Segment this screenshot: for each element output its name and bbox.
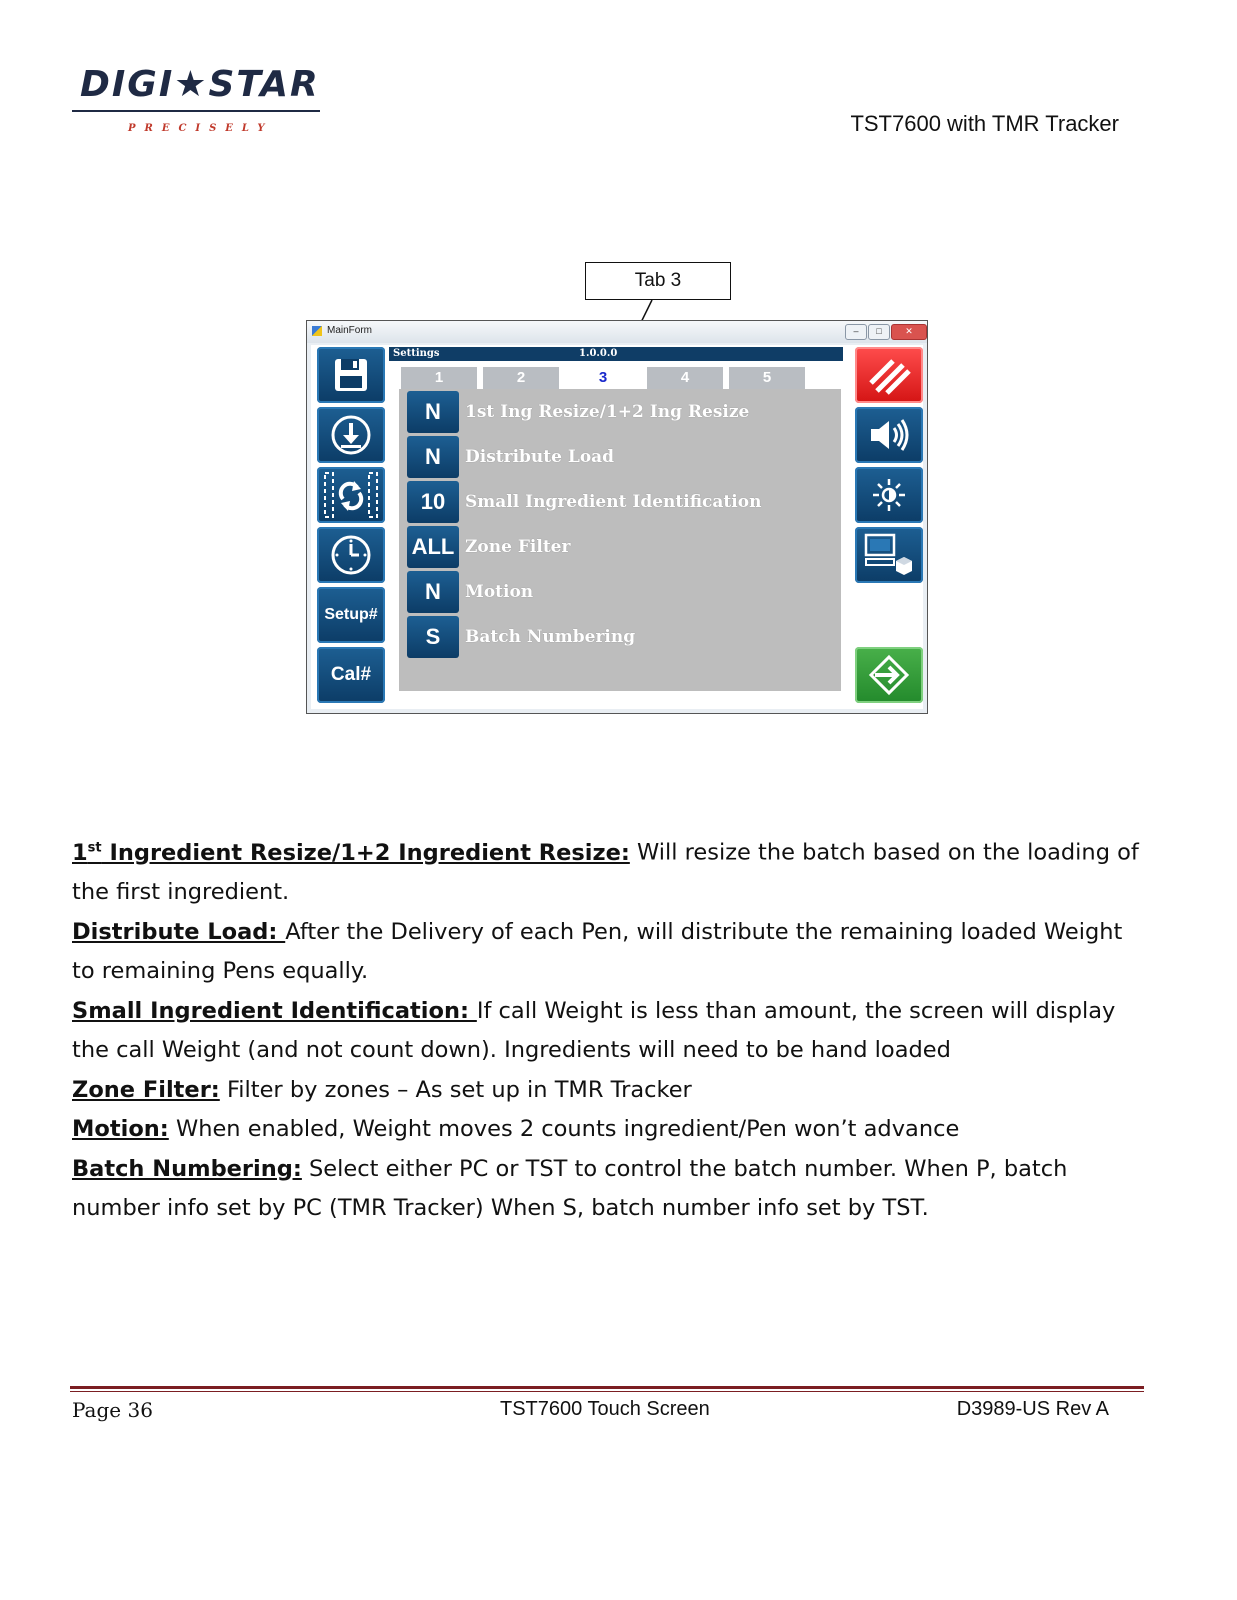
settings-header — [389, 347, 843, 361]
zero-stripes-icon — [865, 353, 913, 397]
tab3-callout: Tab 3 — [585, 262, 731, 300]
setting-row-batch-numbering — [399, 616, 841, 658]
batch-numbering-value-button[interactable]: S — [407, 616, 459, 658]
desc-distribute-load-term: Distribute Load: — [72, 918, 286, 945]
term-text: Ingredient Resize/1+2 Ingredient Resize: — [101, 839, 630, 866]
download-icon — [329, 413, 373, 457]
distribute-load-value-button[interactable]: N — [407, 436, 459, 478]
zero-button[interactable] — [855, 347, 923, 403]
save-button[interactable] — [317, 347, 385, 403]
desc-zone-filter-text: Filter by zones – As set up in TMR Tracker — [219, 1076, 692, 1103]
tab-3[interactable]: 3 — [565, 367, 641, 389]
settings-panel — [399, 389, 841, 691]
setting-row-distribute-load — [399, 436, 841, 478]
speaker-icon — [865, 415, 913, 455]
footer-doc-code: D3989-US Rev A — [956, 1398, 1109, 1420]
sync-icon — [323, 471, 379, 519]
tab-4[interactable]: 4 — [647, 367, 723, 389]
logo-tagline: PRECISELY — [128, 123, 274, 134]
desc-motion-term: Motion: — [72, 1116, 169, 1142]
desc-distribute-load — [72, 913, 1152, 992]
close-button[interactable]: ✕ — [891, 324, 927, 340]
ing-resize-label: 1st Ing Resize/1+2 Ing Resize — [465, 402, 750, 422]
tab-2[interactable]: 2 — [483, 367, 559, 389]
logo-wordmark: DIGI★STAR — [80, 64, 320, 105]
desc-zone-filter — [72, 1071, 1152, 1111]
volume-button[interactable] — [855, 407, 923, 463]
desc-motion-text: When enabled, Weight moves 2 counts ingredient/Pen won’t advance — [168, 1116, 960, 1142]
desc-small-ingredient-term: Small Ingredient Identification: — [72, 997, 477, 1024]
mainform-window — [306, 320, 928, 714]
desc-batch-numbering-term: Batch Numbering: — [72, 1155, 302, 1182]
term-ordinal-suffix: st — [87, 840, 102, 855]
footer-product: TST7600 Touch Screen — [500, 1398, 710, 1420]
clock-button[interactable] — [317, 527, 385, 583]
digistar-logo — [72, 60, 322, 140]
app-icon — [312, 326, 322, 336]
enter-button[interactable] — [855, 647, 923, 703]
settings-label: Settings — [393, 348, 440, 359]
cal-button[interactable]: Cal# — [317, 647, 385, 703]
version-label: 1.0.0.0 — [579, 348, 618, 359]
logo-underline — [72, 110, 320, 112]
desc-motion — [72, 1110, 1152, 1150]
batch-numbering-label: Batch Numbering — [465, 627, 636, 647]
desc-ing-resize-text: Will resize the batch based on the loading of the first ingredient. — [72, 839, 1139, 905]
zone-filter-label: Zone Filter — [465, 537, 571, 557]
sync-button[interactable] — [317, 467, 385, 523]
desc-batch-numbering — [72, 1150, 1152, 1229]
motion-label: Motion — [465, 582, 534, 602]
page-number: Page 36 — [72, 1398, 153, 1422]
enter-arrow-icon — [867, 653, 911, 697]
desc-batch-numbering-text: Select either PC or TST to control the batch number. When P, batch number info set by PC (TMR Tracker) When S, batch number info set by TST. — [72, 1155, 1068, 1221]
setting-row-small-ingredient — [399, 481, 841, 523]
computer-box-icon — [862, 531, 916, 579]
settings-screen — [311, 345, 923, 709]
desc-small-ingredient-text: If call Weight is less than amount, the screen will display the call Weight (and not count down). Ingredients will need to be hand loaded — [72, 997, 1116, 1063]
computer-button[interactable] — [855, 527, 923, 583]
setting-row-motion — [399, 571, 841, 613]
zone-filter-value-button[interactable]: ALL — [407, 526, 459, 568]
small-ingredient-value-button[interactable]: 10 — [407, 481, 459, 523]
brightness-icon — [869, 475, 909, 515]
desc-zone-filter-term: Zone Filter: — [72, 1076, 220, 1103]
save-icon — [331, 355, 371, 395]
small-ingredient-label: Small Ingredient Identification — [465, 492, 762, 512]
brightness-button[interactable] — [855, 467, 923, 523]
tab-5[interactable]: 5 — [729, 367, 805, 389]
setting-row-ing-resize — [399, 391, 841, 433]
maximize-button[interactable]: □ — [868, 324, 890, 340]
download-button[interactable] — [317, 407, 385, 463]
tab-1[interactable]: 1 — [401, 367, 477, 389]
distribute-load-label: Distribute Load — [465, 447, 615, 467]
motion-value-button[interactable]: N — [407, 571, 459, 613]
settings-descriptions — [72, 828, 1152, 1229]
document-title: TST7600 with TMR Tracker — [850, 111, 1119, 136]
footer-rule-thin — [70, 1391, 1144, 1392]
setting-row-zone-filter — [399, 526, 841, 568]
minimize-button[interactable]: – — [845, 324, 867, 340]
window-title: MainForm — [327, 325, 373, 336]
setup-button[interactable]: Setup# — [317, 587, 385, 643]
desc-ing-resize — [72, 828, 1152, 913]
footer-rule — [70, 1386, 1144, 1389]
clock-icon — [329, 533, 373, 577]
desc-distribute-load-text: After the Delivery of each Pen, will distribute the remaining loaded Weight to remaining Pens equally. — [72, 918, 1123, 984]
desc-small-ingredient — [72, 992, 1152, 1071]
term-ordinal-number: 1 — [72, 839, 88, 866]
window-titlebar — [307, 321, 927, 343]
desc-ing-resize-term — [72, 840, 630, 866]
ing-resize-value-button[interactable]: N — [407, 391, 459, 433]
